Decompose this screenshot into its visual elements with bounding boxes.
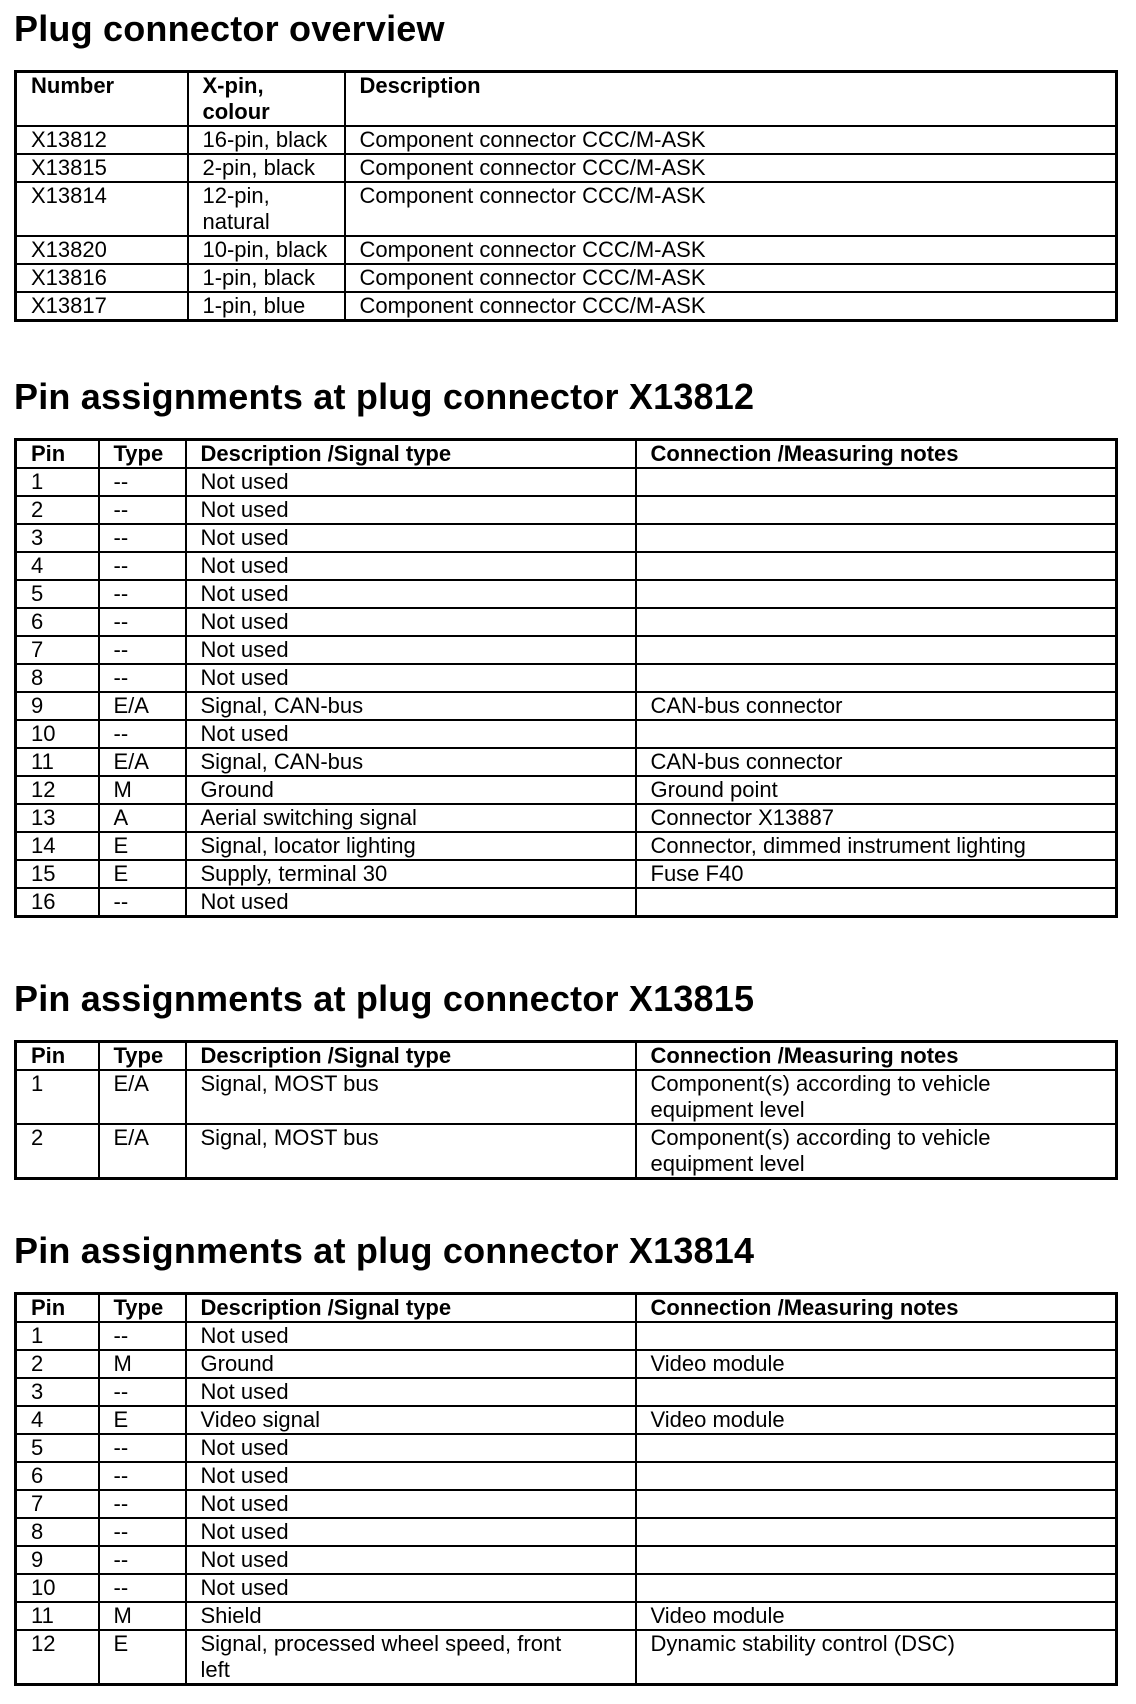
table-cell: 1 [16,468,99,496]
table-cell: Video module [636,1406,1117,1434]
column-header: X-pin, colour [188,72,345,127]
table-cell: 8 [16,664,99,692]
table-cell [636,608,1117,636]
table-cell: Not used [186,720,636,748]
x13812-table [14,438,1118,918]
table-row [16,236,1117,264]
table-row [16,1378,1117,1406]
table-cell: M [99,1602,186,1630]
table-cell: M [99,776,186,804]
overview-title: Plug connector overview [14,8,445,49]
table-cell: 1-pin, black [188,264,345,292]
table-row [16,182,1117,236]
table-row [16,664,1117,692]
table-cell [636,888,1117,917]
table-cell: Shield [186,1602,636,1630]
table-cell: 4 [16,1406,99,1434]
table-cell: Video module [636,1350,1117,1378]
table-cell: CAN-bus connector [636,692,1117,720]
table-cell [636,1434,1117,1462]
table-cell: 5 [16,580,99,608]
header-row [16,1042,1117,1071]
table-row [16,1546,1117,1574]
table-cell: Component connector CCC/M-ASK [345,264,1117,292]
table-cell: Not used [186,580,636,608]
table-cell: Component connector CCC/M-ASK [345,292,1117,321]
table-cell: Dynamic stability control (DSC) [636,1630,1117,1685]
overview-table [14,70,1118,322]
x13814-title: Pin assignments at plug connector X13814 [14,1230,755,1271]
table-cell [636,524,1117,552]
table-cell: 11 [16,1602,99,1630]
table-cell: Connector X13887 [636,804,1117,832]
table-cell: -- [99,1378,186,1406]
table-row [16,126,1117,154]
table-row [16,692,1117,720]
table-cell: 15 [16,860,99,888]
table-cell: 12 [16,1630,99,1685]
column-header: Connection /Measuring notes [636,1042,1117,1071]
table-cell [636,1490,1117,1518]
table-cell: -- [99,720,186,748]
header-row [16,440,1117,469]
table-cell: Not used [186,1518,636,1546]
table-cell: 2 [16,1124,99,1179]
table-cell: Signal, MOST bus [186,1070,636,1124]
table-cell: -- [99,1462,186,1490]
table-cell: Video signal [186,1406,636,1434]
column-header: Pin [16,1294,99,1323]
table-cell: -- [99,664,186,692]
table-row [16,888,1117,917]
table-cell: Not used [186,1322,636,1350]
table-cell: Not used [186,1434,636,1462]
table-cell: 13 [16,804,99,832]
table-cell: Component connector CCC/M-ASK [345,126,1117,154]
table-row [16,292,1117,321]
table-row [16,524,1117,552]
table-cell [636,720,1117,748]
table-cell: -- [99,468,186,496]
table-row [16,748,1117,776]
table-cell: CAN-bus connector [636,748,1117,776]
table-cell: 2-pin, black [188,154,345,182]
table-cell: Signal, CAN-bus [186,748,636,776]
table-cell: Not used [186,468,636,496]
table-row [16,552,1117,580]
table-cell: E [99,1406,186,1434]
table-cell: 9 [16,692,99,720]
table-row [16,154,1117,182]
table-cell: 3 [16,524,99,552]
table-cell: 14 [16,832,99,860]
table-cell: E/A [99,748,186,776]
table-cell: X13820 [16,236,188,264]
table-cell: -- [99,1322,186,1350]
table-cell [636,1546,1117,1574]
table-cell: 8 [16,1518,99,1546]
table-row [16,1124,1117,1179]
table-cell: -- [99,1490,186,1518]
table-cell: 2 [16,496,99,524]
column-header: Number [16,72,188,127]
table-cell: 7 [16,636,99,664]
table-cell: -- [99,608,186,636]
table-row [16,1602,1117,1630]
table-cell: Not used [186,524,636,552]
table-row [16,468,1117,496]
table-cell: 4 [16,552,99,580]
table-cell: Not used [186,636,636,664]
table-row [16,720,1117,748]
column-header: Connection /Measuring notes [636,440,1117,469]
table-cell: E/A [99,692,186,720]
table-cell: -- [99,580,186,608]
table-row [16,1462,1117,1490]
table-cell: -- [99,636,186,664]
table-cell: Not used [186,1462,636,1490]
column-header: Type [99,440,186,469]
table-row [16,1630,1117,1685]
table-cell: Not used [186,664,636,692]
table-cell: 12 [16,776,99,804]
table-row [16,1350,1117,1378]
table-cell: Ground [186,1350,636,1378]
table-cell: -- [99,1546,186,1574]
table-cell: Component(s) according to vehicle equipment level [636,1070,1117,1124]
column-header: Description /Signal type [186,440,636,469]
table-cell: X13812 [16,126,188,154]
table-cell: Not used [186,1574,636,1602]
table-cell: 3 [16,1378,99,1406]
table-cell: -- [99,524,186,552]
x13815-table [14,1040,1118,1180]
table-cell: 1 [16,1070,99,1124]
table-cell: A [99,804,186,832]
table-cell: Connector, dimmed instrument lighting [636,832,1117,860]
table-cell [636,552,1117,580]
table-cell: Ground [186,776,636,804]
table-row [16,832,1117,860]
table-cell: Component connector CCC/M-ASK [345,154,1117,182]
table-cell: Aerial switching signal [186,804,636,832]
table-cell: Not used [186,496,636,524]
table-row [16,1490,1117,1518]
column-header: Type [99,1042,186,1071]
table-row [16,1070,1117,1124]
header-row [16,1294,1117,1323]
column-header: Description [345,72,1117,127]
table-cell: -- [99,552,186,580]
table-cell: 1 [16,1322,99,1350]
column-header: Pin [16,440,99,469]
table-cell: Not used [186,608,636,636]
table-cell: Component connector CCC/M-ASK [345,236,1117,264]
table-cell: -- [99,1574,186,1602]
table-row [16,776,1117,804]
table-cell: Not used [186,1378,636,1406]
table-cell: -- [99,1518,186,1546]
x13815-title: Pin assignments at plug connector X13815 [14,978,755,1019]
table-cell: 9 [16,1546,99,1574]
table-row [16,496,1117,524]
table-row [16,1434,1117,1462]
table-cell: 6 [16,1462,99,1490]
table-cell: 10 [16,1574,99,1602]
table-cell: Not used [186,888,636,917]
table-cell: 6 [16,608,99,636]
table-cell: 10-pin, black [188,236,345,264]
table-cell: Signal, MOST bus [186,1124,636,1179]
table-cell: 10 [16,720,99,748]
table-row [16,636,1117,664]
column-header: Connection /Measuring notes [636,1294,1117,1323]
table-row [16,804,1117,832]
table-cell [636,636,1117,664]
table-cell: -- [99,1434,186,1462]
x13812-title: Pin assignments at plug connector X13812 [14,376,755,417]
table-cell: E [99,1630,186,1685]
table-cell: X13814 [16,182,188,236]
table-cell: 16 [16,888,99,917]
table-cell: Not used [186,1546,636,1574]
table-cell: Signal, processed wheel speed, front left [186,1630,636,1685]
table-cell: Supply, terminal 30 [186,860,636,888]
header-row [16,72,1117,127]
table-row [16,264,1117,292]
table-cell: M [99,1350,186,1378]
column-header: Type [99,1294,186,1323]
table-row [16,860,1117,888]
table-cell [636,1378,1117,1406]
table-cell: E [99,832,186,860]
table-cell: 11 [16,748,99,776]
table-cell: 12-pin, natural [188,182,345,236]
table-cell [636,664,1117,692]
table-cell [636,468,1117,496]
table-cell: Component connector CCC/M-ASK [345,182,1117,236]
table-cell: E/A [99,1124,186,1179]
table-cell: X13817 [16,292,188,321]
table-cell: 1-pin, blue [188,292,345,321]
table-row [16,1574,1117,1602]
table-cell: X13816 [16,264,188,292]
table-cell: 16-pin, black [188,126,345,154]
column-header: Description /Signal type [186,1294,636,1323]
column-header: Description /Signal type [186,1042,636,1071]
table-cell: Component(s) according to vehicle equipment level [636,1124,1117,1179]
x13814-table [14,1292,1118,1686]
table-cell: Signal, locator lighting [186,832,636,860]
table-cell [636,1518,1117,1546]
table-cell: E/A [99,1070,186,1124]
table-cell: 7 [16,1490,99,1518]
table-cell [636,496,1117,524]
table-cell: Not used [186,552,636,580]
table-cell: E [99,860,186,888]
table-cell: 5 [16,1434,99,1462]
table-cell [636,580,1117,608]
table-row [16,580,1117,608]
table-row [16,1518,1117,1546]
column-header: Pin [16,1042,99,1071]
table-cell: -- [99,496,186,524]
table-cell: Fuse F40 [636,860,1117,888]
table-cell: Ground point [636,776,1117,804]
table-cell [636,1462,1117,1490]
table-cell: -- [99,888,186,917]
table-cell [636,1322,1117,1350]
table-cell: Not used [186,1490,636,1518]
table-cell [636,1574,1117,1602]
table-cell: Signal, CAN-bus [186,692,636,720]
table-cell: Video module [636,1602,1117,1630]
table-row [16,1406,1117,1434]
table-cell: X13815 [16,154,188,182]
table-cell: 2 [16,1350,99,1378]
table-row [16,1322,1117,1350]
table-row [16,608,1117,636]
